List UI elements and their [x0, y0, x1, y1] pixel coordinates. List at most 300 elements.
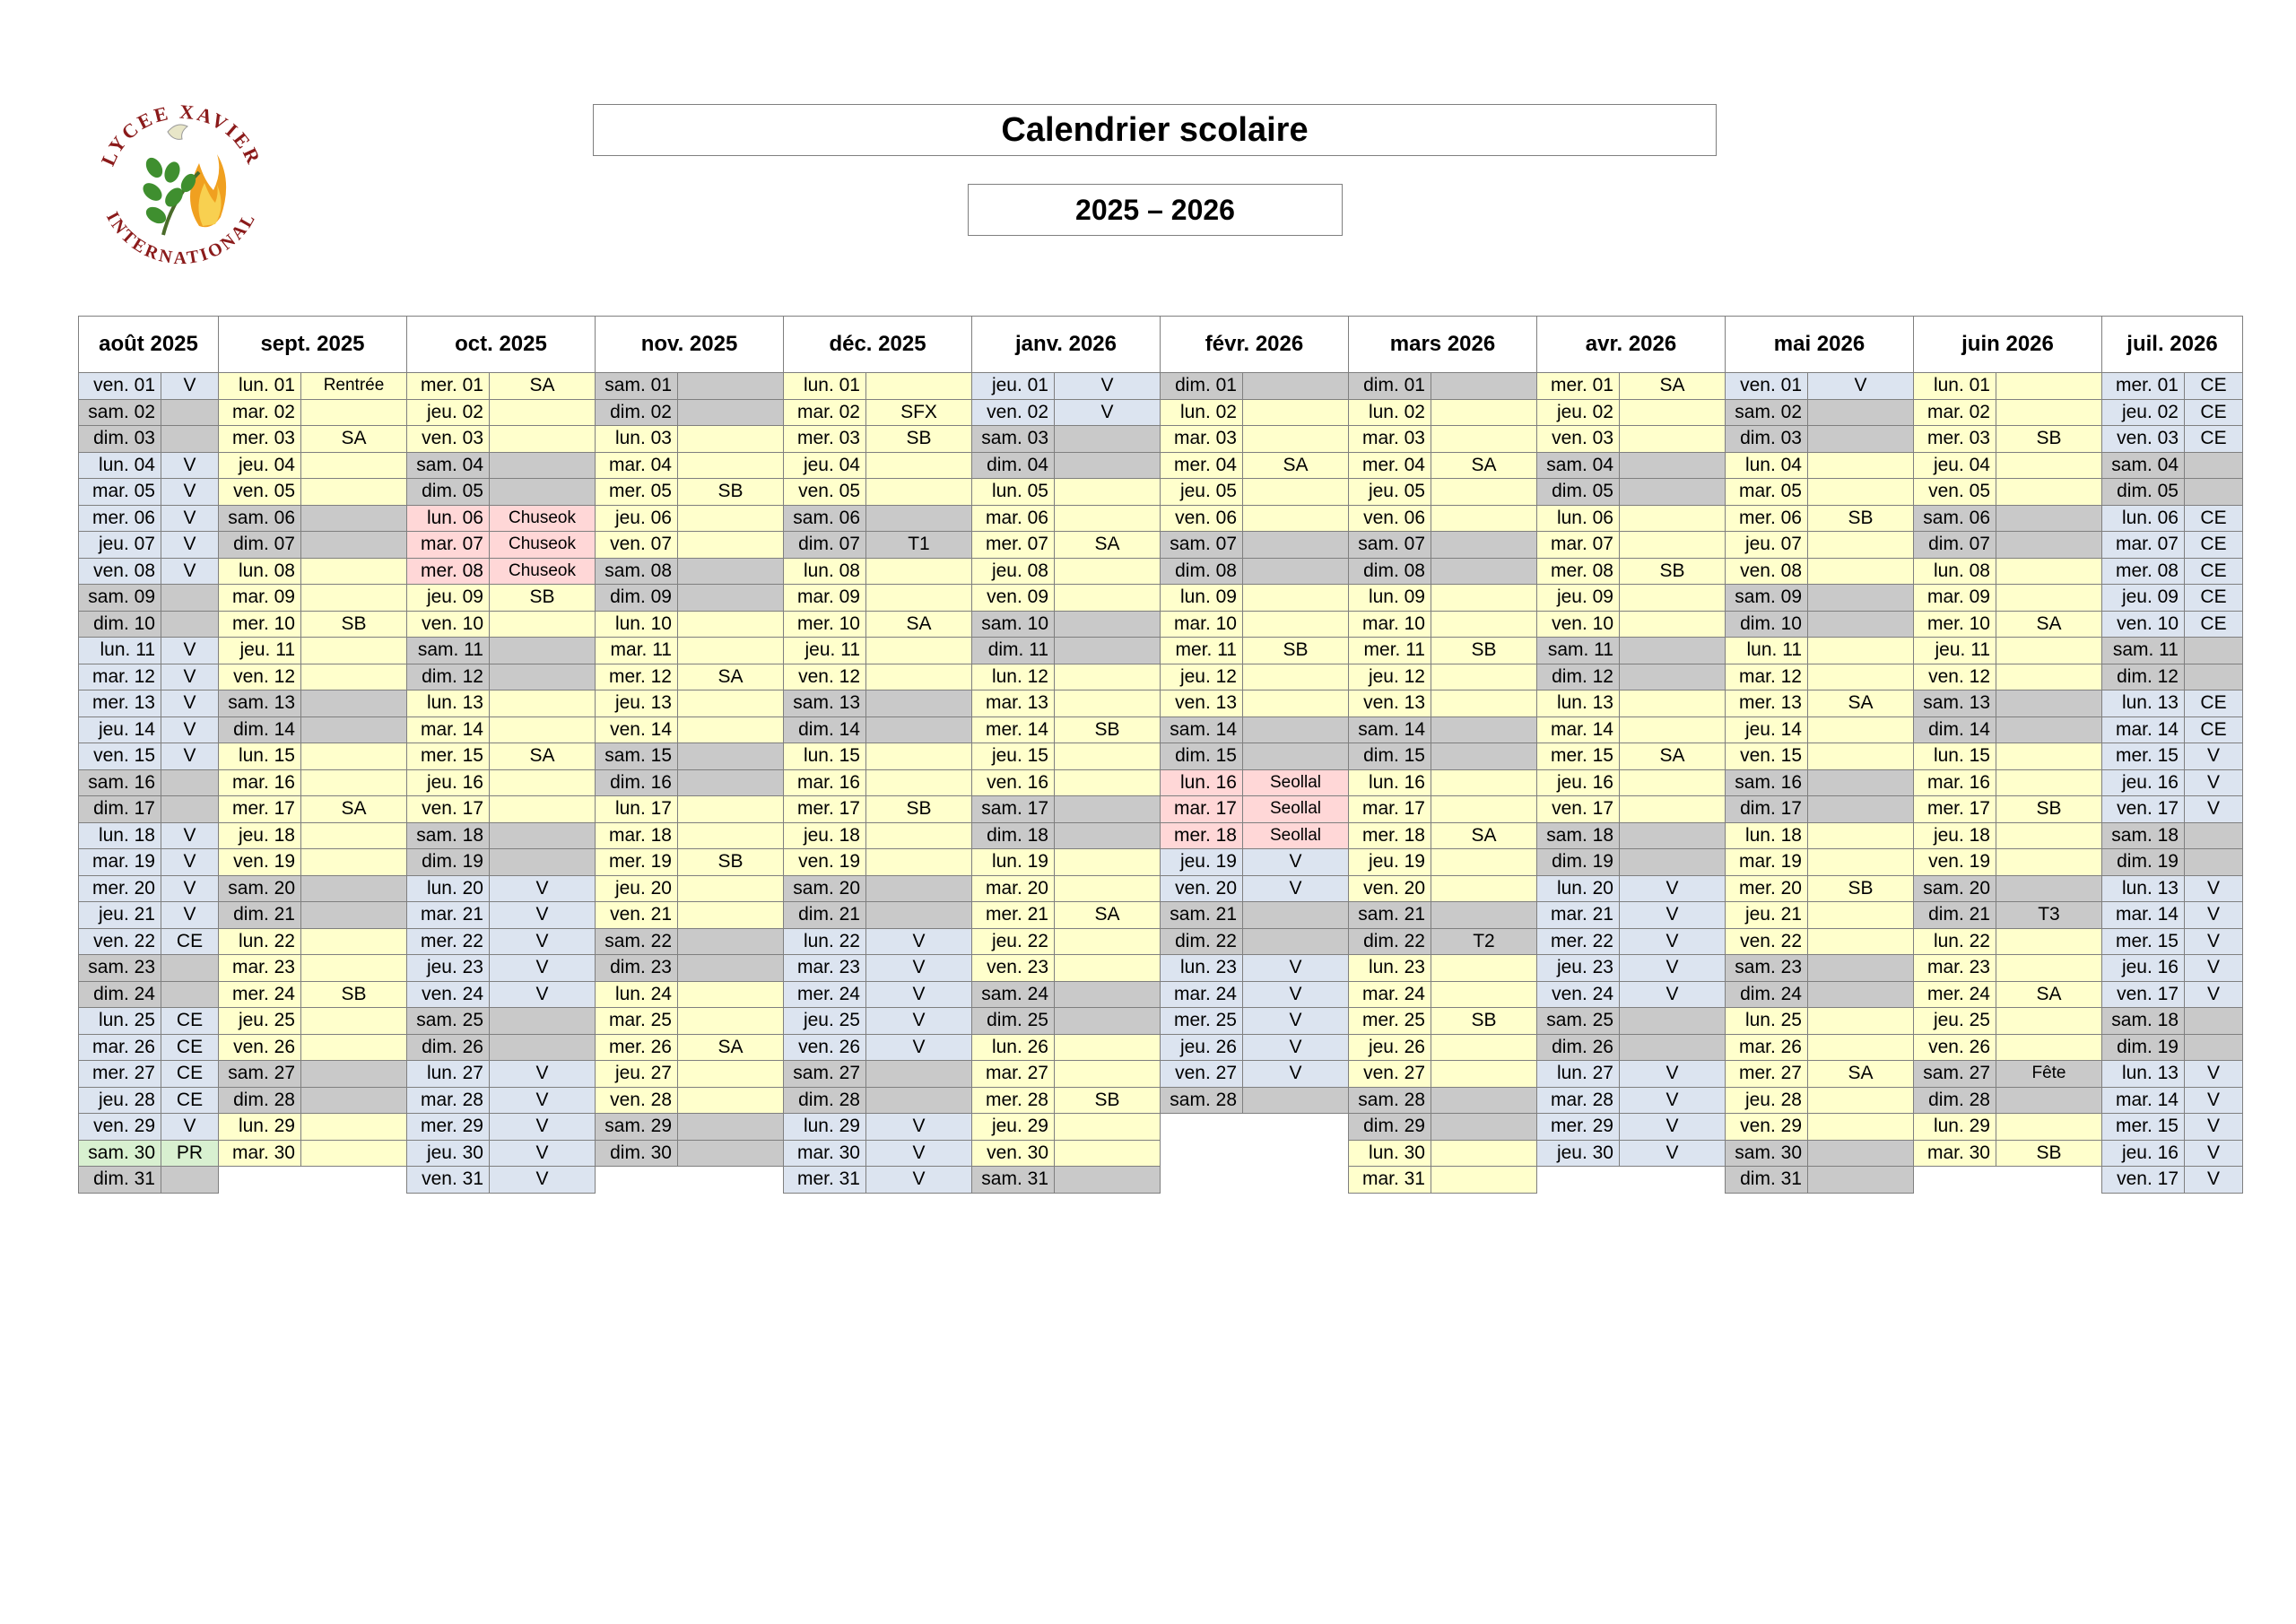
day-row [1913, 532, 2102, 559]
day-row [595, 929, 784, 956]
day-row [1913, 506, 2102, 533]
day-row [783, 585, 972, 612]
day-event [1996, 1088, 2101, 1114]
day-row [1536, 796, 1726, 823]
day-label: mer. 18 [1161, 823, 1243, 849]
day-row [406, 955, 596, 982]
day-event: SB [1848, 877, 1874, 899]
day-event: CE [2200, 612, 2227, 634]
day-event: SB [2036, 1142, 2062, 1163]
day-event [1055, 770, 1160, 796]
day-label: mar. 09 [784, 585, 866, 611]
day-row [1348, 1114, 1537, 1141]
day-row [78, 876, 219, 903]
day-event [301, 638, 406, 664]
day-event [1808, 426, 1913, 452]
day-event [1996, 770, 2101, 796]
day-row [218, 1061, 407, 1088]
day-label: ven. 31 [407, 1167, 490, 1193]
day-label: mar. 31 [1349, 1167, 1431, 1193]
day-row [406, 770, 596, 797]
day-row [2101, 1008, 2243, 1035]
day-row [1348, 373, 1537, 400]
day-row [1160, 453, 1349, 480]
day-label: dim. 19 [407, 849, 490, 875]
day-row [218, 1035, 407, 1062]
day-label: lun. 26 [972, 1035, 1055, 1061]
day-event: V [183, 692, 196, 713]
day-event [1055, 1035, 1160, 1061]
day-row [971, 1114, 1161, 1141]
day-row [971, 796, 1161, 823]
day-row [2101, 664, 2243, 691]
day-label: dim. 22 [1161, 929, 1243, 955]
day-row [971, 426, 1161, 453]
day-label: mer. 13 [79, 690, 161, 716]
day-label: jeu. 04 [219, 453, 301, 479]
day-event: SA [1659, 375, 1685, 395]
day-row [218, 664, 407, 691]
day-row [1913, 479, 2102, 506]
day-label: dim. 26 [407, 1035, 490, 1061]
day-label: jeu. 07 [1726, 532, 1808, 558]
month-header: août 2025 [78, 316, 219, 373]
day-event [161, 1167, 218, 1193]
day-row [78, 479, 219, 506]
day-event: SB [2036, 428, 2062, 448]
day-label: sam. 08 [596, 559, 678, 585]
day-row [1348, 664, 1537, 691]
day-label: mar. 14 [407, 717, 490, 743]
day-event [161, 982, 218, 1008]
day-row [78, 453, 219, 480]
day-row [2101, 1141, 2243, 1168]
day-event [866, 638, 971, 664]
day-row [406, 849, 596, 876]
day-row [783, 796, 972, 823]
day-row [783, 559, 972, 586]
day-row [1536, 717, 1726, 744]
day-label: sam. 13 [784, 690, 866, 716]
day-row [78, 612, 219, 638]
day-event [1808, 1114, 1913, 1140]
day-row [595, 1061, 784, 1088]
day-event: V [1665, 1116, 1679, 1136]
day-event [678, 690, 783, 716]
day-event [161, 612, 218, 638]
day-row [1348, 506, 1537, 533]
day-event [301, 1061, 406, 1087]
day-row [1913, 1088, 2102, 1115]
day-event [1808, 770, 1913, 796]
day-row [783, 638, 972, 664]
day-event: V [2206, 1168, 2220, 1189]
day-event: SA [2036, 983, 2062, 1004]
day-event [1808, 400, 1913, 426]
day-event: CE [2200, 718, 2227, 740]
day-label: mar. 27 [972, 1061, 1055, 1087]
day-row [406, 796, 596, 823]
day-event [1996, 400, 2101, 426]
day-event [1620, 1008, 1725, 1034]
day-label: sam. 27 [1914, 1061, 1996, 1087]
day-label: jeu. 14 [79, 717, 161, 743]
day-label: dim. 28 [1914, 1088, 1996, 1114]
day-label: lun. 30 [1349, 1141, 1431, 1167]
day-row [218, 1141, 407, 1168]
day-row [2101, 453, 2243, 480]
day-row [595, 876, 784, 903]
day-label: dim. 05 [1537, 479, 1620, 505]
day-label: jeu. 12 [1161, 664, 1243, 690]
day-event [1996, 849, 2101, 875]
day-event [2185, 1008, 2242, 1034]
day-row [1536, 1061, 1726, 1088]
day-row [218, 823, 407, 850]
day-event [301, 1114, 406, 1140]
day-row [1160, 743, 1349, 770]
day-label: ven. 08 [1726, 559, 1808, 585]
day-row [783, 532, 972, 559]
day-row [406, 426, 596, 453]
day-event: T3 [2038, 904, 2060, 925]
day-label: jeu. 07 [79, 532, 161, 558]
day-event: V [1665, 957, 1679, 977]
day-label: lun. 23 [1161, 955, 1243, 981]
day-event: V [1100, 401, 1114, 422]
day-row [783, 902, 972, 929]
day-label: ven. 24 [407, 982, 490, 1008]
day-label: lun. 11 [79, 638, 161, 664]
day-label: jeu. 30 [1537, 1141, 1620, 1167]
day-label: dim. 15 [1349, 743, 1431, 769]
day-label: sam. 31 [972, 1167, 1055, 1193]
day-event [866, 770, 971, 796]
day-row [406, 717, 596, 744]
day-row [2101, 426, 2243, 453]
day-event: CE [2200, 586, 2227, 607]
day-label: sam. 14 [1349, 717, 1431, 743]
day-row [406, 638, 596, 664]
day-label: sam. 22 [596, 929, 678, 955]
day-label: dim. 17 [79, 796, 161, 822]
day-row [78, 559, 219, 586]
day-label: ven. 22 [1726, 929, 1808, 955]
day-event [1808, 1167, 1913, 1193]
day-event: V [1289, 957, 1302, 977]
day-row [2101, 373, 2243, 400]
day-row [2101, 955, 2243, 982]
day-row [1913, 1114, 2102, 1141]
day-event [1055, 849, 1160, 875]
day-label: dim. 12 [2102, 664, 2185, 690]
day-label: sam. 30 [79, 1141, 161, 1167]
day-label: sam. 06 [219, 506, 301, 532]
day-row [1725, 400, 1914, 427]
day-row [595, 479, 784, 506]
day-row [1725, 1167, 1914, 1194]
day-label: jeu. 05 [1161, 479, 1243, 505]
day-row [971, 1167, 1161, 1194]
day-event: SB [718, 851, 744, 872]
day-row [783, 929, 972, 956]
day-event [1808, 955, 1913, 981]
day-event: V [183, 851, 196, 872]
day-event [1243, 426, 1348, 452]
day-label: mer. 24 [1914, 982, 1996, 1008]
day-event: V [183, 560, 196, 581]
day-event [2185, 453, 2242, 479]
day-row [78, 1035, 219, 1062]
day-label: mar. 10 [1161, 612, 1243, 638]
day-label: lun. 16 [1161, 770, 1243, 796]
day-event [1055, 823, 1160, 849]
day-label: jeu. 26 [1349, 1035, 1431, 1061]
day-event: CE [2200, 560, 2227, 581]
day-label: ven. 15 [79, 743, 161, 769]
day-row [1536, 426, 1726, 453]
day-row [595, 823, 784, 850]
day-label: mer. 22 [407, 929, 490, 955]
day-label: dim. 08 [1349, 559, 1431, 585]
day-row [1536, 849, 1726, 876]
day-row [1348, 690, 1537, 717]
day-label: jeu. 18 [219, 823, 301, 849]
day-label: jeu. 09 [2102, 585, 2185, 611]
day-label: lun. 02 [1349, 400, 1431, 426]
day-event [1055, 1061, 1160, 1087]
day-label: mar. 02 [1914, 400, 1996, 426]
day-row [406, 902, 596, 929]
day-label: ven. 19 [219, 849, 301, 875]
day-row [971, 955, 1161, 982]
day-row [218, 638, 407, 664]
day-label: lun. 01 [1914, 373, 1996, 399]
day-label: ven. 08 [79, 559, 161, 585]
day-row [1725, 1035, 1914, 1062]
day-row [78, 585, 219, 612]
day-label: lun. 02 [1161, 400, 1243, 426]
day-row [783, 982, 972, 1009]
day-event [1620, 453, 1725, 479]
day-event [301, 1035, 406, 1061]
day-event [678, 743, 783, 769]
day-event: V [912, 930, 926, 951]
day-event [1431, 743, 1536, 769]
day-event: V [535, 1063, 549, 1083]
day-row [1348, 400, 1537, 427]
day-row [1913, 1035, 2102, 1062]
day-event [1996, 664, 2101, 690]
day-event [490, 796, 595, 822]
day-label: sam. 17 [972, 796, 1055, 822]
day-row [1913, 638, 2102, 664]
day-label: lun. 01 [784, 373, 866, 399]
day-row [1348, 1035, 1537, 1062]
day-label: lun. 13 [2102, 876, 2185, 902]
day-row [1348, 1167, 1537, 1194]
day-label: lun. 08 [784, 559, 866, 585]
month-header: janv. 2026 [971, 316, 1161, 373]
day-label: sam. 25 [1537, 1008, 1620, 1034]
day-label: lun. 16 [1349, 770, 1431, 796]
day-event [1996, 559, 2101, 585]
day-row [1913, 849, 2102, 876]
day-label: sam. 11 [1537, 638, 1620, 664]
day-row [78, 1008, 219, 1035]
day-label: mar. 02 [784, 400, 866, 426]
day-label: dim. 21 [219, 902, 301, 928]
day-event: SA [341, 428, 367, 448]
day-label: jeu. 21 [79, 902, 161, 928]
day-event [1996, 717, 2101, 743]
day-event [1620, 638, 1725, 664]
day-event: V [1665, 983, 1679, 1004]
day-label: jeu. 11 [219, 638, 301, 664]
day-event [301, 585, 406, 611]
day-event [490, 823, 595, 849]
day-row [1725, 532, 1914, 559]
day-row [78, 690, 219, 717]
day-event [1431, 796, 1536, 822]
day-label: ven. 06 [1161, 506, 1243, 532]
day-row [1913, 1141, 2102, 1168]
day-label: lun. 22 [1914, 929, 1996, 955]
day-label: jeu. 20 [596, 876, 678, 902]
day-event [1808, 1141, 1913, 1167]
day-label: mer. 07 [972, 532, 1055, 558]
day-row [1725, 612, 1914, 638]
month-header: nov. 2025 [595, 316, 784, 373]
day-event [1808, 585, 1913, 611]
day-label: dim. 15 [1161, 743, 1243, 769]
day-row [1913, 902, 2102, 929]
day-label: ven. 27 [1161, 1061, 1243, 1087]
day-event: V [1665, 1089, 1679, 1110]
day-label: mer. 15 [2102, 1114, 2185, 1140]
day-row [406, 876, 596, 903]
day-label: dim. 24 [79, 982, 161, 1008]
day-event: CE [176, 1036, 204, 1057]
day-label: ven. 21 [596, 902, 678, 928]
day-row [218, 929, 407, 956]
month-header: avr. 2026 [1536, 316, 1726, 373]
month-header: mai 2026 [1725, 316, 1914, 373]
day-row [78, 373, 219, 400]
day-row [78, 796, 219, 823]
day-row [1348, 1141, 1537, 1168]
day-event [1055, 1167, 1160, 1193]
day-label: sam. 18 [2102, 1008, 2185, 1034]
day-row [1536, 1008, 1726, 1035]
day-label: ven. 17 [2102, 1167, 2185, 1193]
day-event [1243, 506, 1348, 532]
day-label: jeu. 16 [1537, 770, 1620, 796]
day-row [595, 638, 784, 664]
day-row [1913, 690, 2102, 717]
day-label: dim. 28 [784, 1088, 866, 1114]
day-label: mer. 03 [784, 426, 866, 452]
day-label: sam. 27 [784, 1061, 866, 1087]
day-event [1808, 929, 1913, 955]
day-row [971, 612, 1161, 638]
day-row [1536, 876, 1726, 903]
day-row [406, 453, 596, 480]
day-label: mer. 04 [1349, 453, 1431, 479]
day-event: V [2206, 1142, 2220, 1163]
day-row [218, 373, 407, 400]
day-label: mar. 26 [1726, 1035, 1808, 1061]
day-row [2101, 1114, 2243, 1141]
day-event: V [1289, 851, 1302, 872]
day-row [218, 506, 407, 533]
day-row [971, 1141, 1161, 1168]
day-row [2101, 1167, 2243, 1194]
day-label: ven. 28 [596, 1088, 678, 1114]
day-label: jeu. 21 [1726, 902, 1808, 928]
day-event [1808, 612, 1913, 638]
day-label: lun. 17 [596, 796, 678, 822]
day-label: dim. 18 [972, 823, 1055, 849]
day-event [301, 1088, 406, 1114]
day-label: jeu. 04 [784, 453, 866, 479]
day-label: dim. 24 [1726, 982, 1808, 1008]
day-row [406, 559, 596, 586]
day-label: ven. 16 [972, 770, 1055, 796]
day-event [1243, 585, 1348, 611]
day-event [1620, 796, 1725, 822]
day-label: sam. 14 [1161, 717, 1243, 743]
day-row [971, 559, 1161, 586]
day-event: V [183, 745, 196, 766]
day-event [301, 955, 406, 981]
day-event: SB [1471, 1010, 1497, 1030]
day-event [1431, 955, 1536, 981]
day-event [1055, 876, 1160, 902]
day-event [490, 612, 595, 638]
day-row [1348, 717, 1537, 744]
day-row [1160, 479, 1349, 506]
day-label: mar. 25 [596, 1008, 678, 1034]
day-row [1348, 1061, 1537, 1088]
day-row [2101, 770, 2243, 797]
day-row [1160, 823, 1349, 850]
day-label: sam. 29 [596, 1114, 678, 1140]
day-label: ven. 29 [79, 1114, 161, 1140]
day-row [1725, 743, 1914, 770]
day-row [971, 1061, 1161, 1088]
day-label: jeu. 19 [1349, 849, 1431, 875]
day-row [595, 690, 784, 717]
day-row [406, 1167, 596, 1194]
day-event [490, 1008, 595, 1034]
day-label: lun. 29 [1914, 1114, 1996, 1140]
day-row [1160, 929, 1349, 956]
day-event [1243, 717, 1348, 743]
day-event [1808, 1035, 1913, 1061]
day-row [218, 1008, 407, 1035]
day-label: lun. 25 [79, 1008, 161, 1034]
day-row [1725, 585, 1914, 612]
day-event [1431, 1061, 1536, 1087]
day-event [1620, 664, 1725, 690]
day-label: ven. 05 [1914, 479, 1996, 505]
day-label: lun. 13 [407, 690, 490, 716]
day-event: V [1289, 1010, 1302, 1030]
day-label: ven. 27 [1349, 1061, 1431, 1087]
day-event [1055, 955, 1160, 981]
day-row [78, 849, 219, 876]
